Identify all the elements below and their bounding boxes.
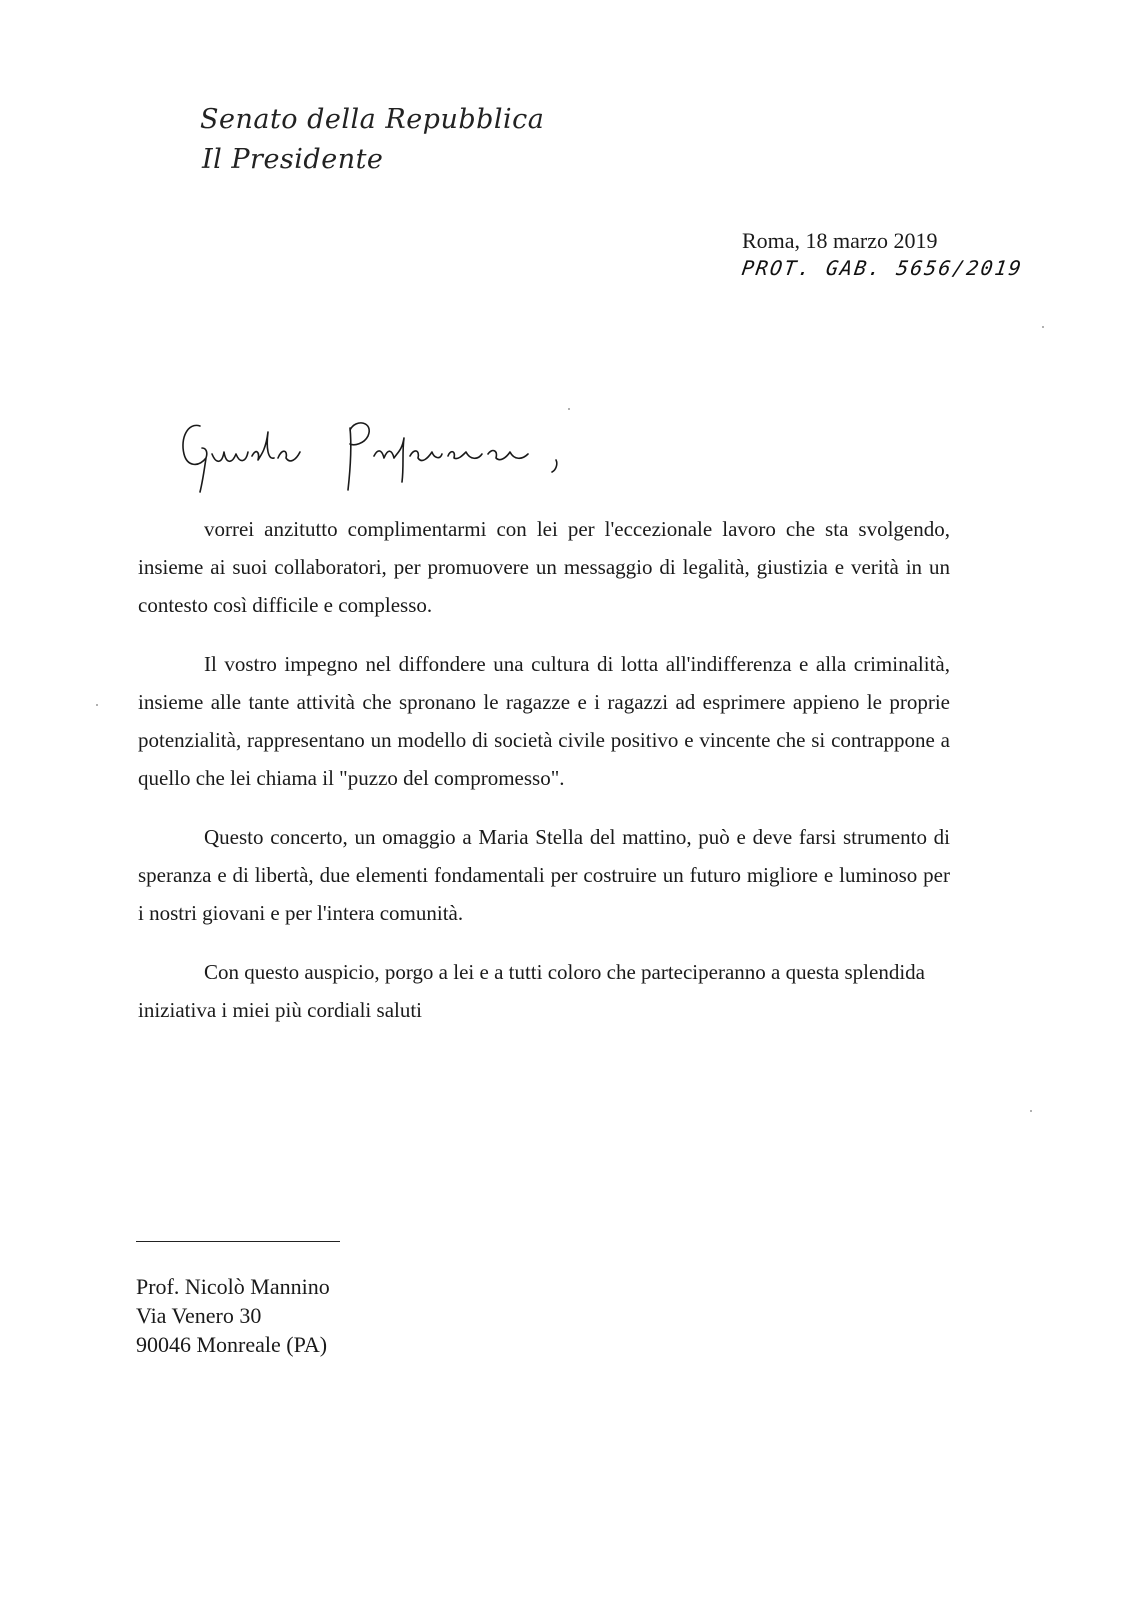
recipient-street: Via Venero 30 [136, 1303, 262, 1328]
letterhead-title: Il Presidente [202, 144, 384, 175]
body-paragraph-2: Il vostro impegno nel diffondere una cultura di lotta all'indifferenza e alla criminalità, insieme alle tante attività che spronano le ragazze e i ragazzi ad esprimere appieno le proprie potenzialità, rappresentano un modello di società civile positivo e vincente che si contrappone a quello che lei chiama il "puzzo del compromesso". [138, 652, 950, 790]
letter-body [138, 510, 950, 1050]
scan-speck [1030, 1110, 1032, 1112]
letterhead [200, 100, 544, 180]
scan-speck [1042, 326, 1044, 328]
place-date: Roma, 18 marzo 2019 [742, 228, 938, 253]
recipient-address [136, 1272, 330, 1359]
scan-speck [96, 704, 98, 706]
handwritten-salutation-drawing [178, 408, 578, 498]
body-paragraph-4: Con questo auspicio, porgo a lei e a tutti coloro che parteciperanno a questa splendida iniziativa i miei più cordiali saluti [138, 960, 925, 1022]
body-paragraph-1: vorrei anzitutto complimentarmi con lei per l'eccezionale lavoro che sta svolgendo, insieme ai suoi collaboratori, per promuovere un messaggio di legalità, giustizia e verità in un contesto così difficile e complesso. [138, 517, 950, 617]
scan-speck [568, 408, 570, 410]
body-paragraph-3: Questo concerto, un omaggio a Maria Stella del mattino, può e deve farsi strumento di speranza e di libertà, due elementi fondamentali per costruire un futuro migliore e luminoso per i nostri giovani e per l'intera comunità. [138, 825, 950, 925]
date-block [742, 228, 1023, 280]
protocol-number: PROT. GAB. 5656/2019 [740, 256, 1025, 280]
handwritten-salutation [178, 408, 578, 498]
letterhead-institution: Senato della Repubblica [200, 104, 545, 135]
recipient-name: Prof. Nicolò Mannino [136, 1274, 330, 1299]
divider-rule [136, 1241, 340, 1242]
recipient-city: 90046 Monreale (PA) [136, 1332, 328, 1357]
